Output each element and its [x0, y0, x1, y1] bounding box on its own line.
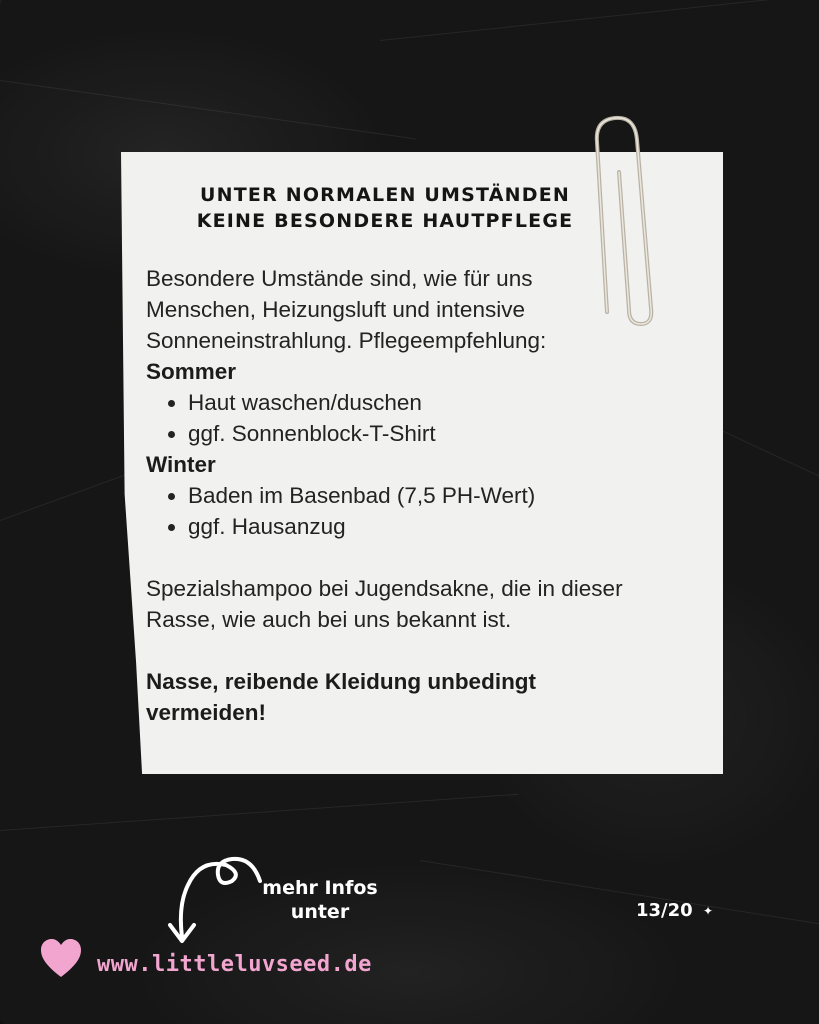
shampoo-text: Spezialshampoo bei Jugendsakne, die in dieser Rasse, wie auch bei uns bekannt ist.: [146, 576, 623, 632]
list-item: • Baden im Basenbad (7,5 PH-Wert): [188, 480, 686, 511]
list-item: • ggf. Hausanzug: [188, 511, 686, 542]
summer-list: [146, 387, 686, 449]
background-crease: [420, 860, 819, 927]
more-info-line-1: mehr Infos: [262, 877, 378, 899]
winter-list: [146, 480, 686, 542]
background-crease: [380, 0, 819, 41]
more-info-line-2: unter: [290, 901, 350, 923]
heading-line-1: UNTER NORMALEN UMSTÄNDEN: [200, 184, 570, 206]
more-info-label: [250, 876, 390, 924]
summer-title: Sommer: [146, 359, 237, 384]
paperclip-icon: [585, 112, 665, 330]
winter-title: Winter: [146, 452, 216, 477]
background-crease: [0, 472, 132, 521]
background-crease: [0, 794, 519, 831]
note-heading: [150, 182, 620, 234]
page-counter: 13/20: [636, 900, 693, 921]
heading-line-2: KEINE BESONDERE HAUTPFLEGE: [196, 210, 574, 232]
heart-icon: [38, 935, 84, 981]
note-body: [146, 263, 686, 728]
background-crease: [0, 80, 416, 139]
list-item: • ggf. Sonnenblock-T-Shirt: [188, 418, 686, 449]
list-item: • Haut waschen/duschen: [188, 387, 686, 418]
website-link[interactable]: www.littleluvseed.de: [97, 952, 372, 977]
sparkle-icon: ✦: [703, 904, 714, 918]
intro-text: Besondere Umstände sind, wie für uns Menschen, Heizungsluft und intensive Sonneneinstrahlung. Pflegeempfehlung:: [146, 266, 547, 353]
warning-text: Nasse, reibende Kleidung unbedingt vermeiden!: [146, 669, 537, 725]
